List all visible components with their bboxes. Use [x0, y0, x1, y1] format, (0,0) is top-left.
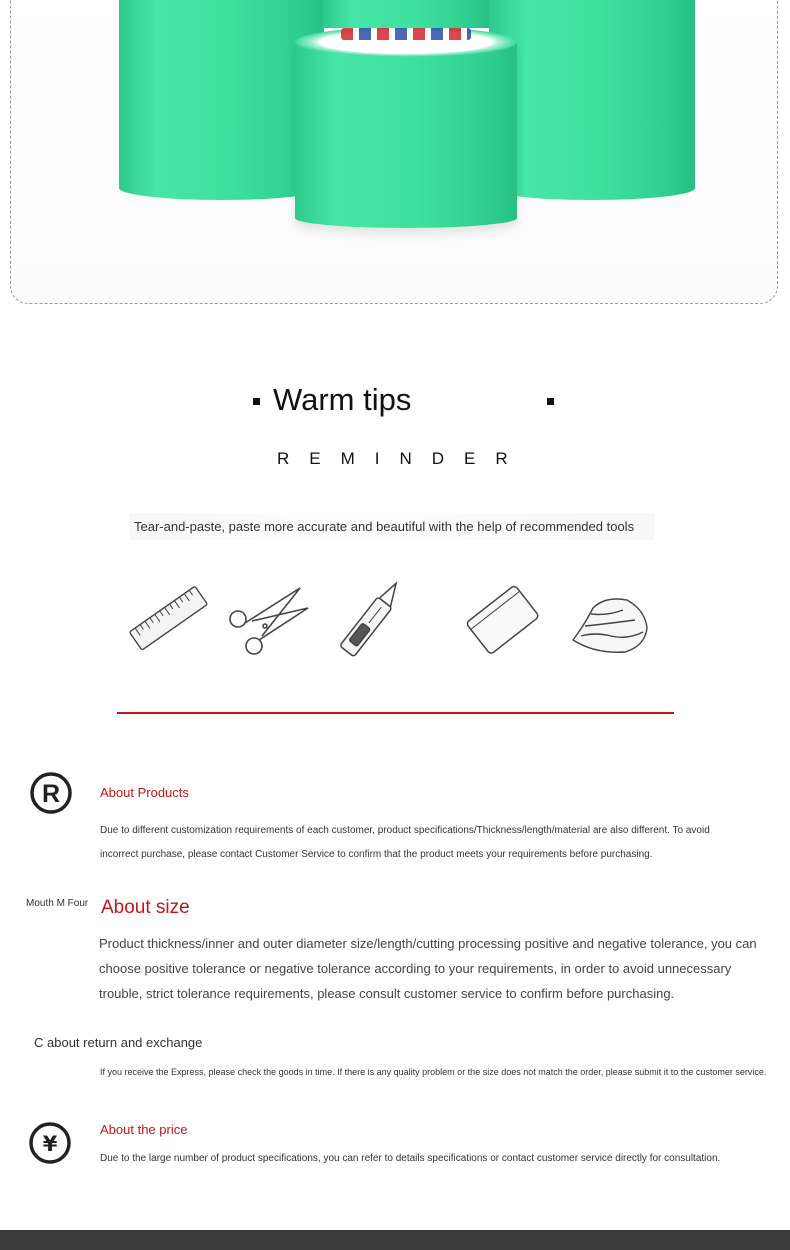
warm-tips-title: Warm tips — [273, 382, 412, 417]
tape-roll-back-right — [489, 0, 695, 200]
cloth-icon — [565, 574, 655, 664]
about-size-body: Product thickness/inner and outer diameter size/length/cutting processing positive and negative tolerance, you can choose positive tolerance or negative tolerance according to your requirements, in order to avoid unnecessary trouble, strict tolerance requirements, please consult customer service to confirm before purchasing. — [99, 936, 757, 1001]
return-exchange-label: C about return and exchange — [34, 1035, 203, 1050]
tape-roll-back-left — [119, 0, 324, 200]
svg-text:R: R — [41, 780, 61, 808]
scraper-card-icon — [457, 574, 547, 664]
about-size-title: About size — [101, 897, 190, 918]
about-products-title: About Products — [100, 785, 189, 800]
scissors-icon — [222, 574, 312, 664]
reminder-subtitle: REMINDER — [277, 449, 528, 468]
svg-text:¥: ¥ — [42, 1132, 58, 1156]
footer-bar — [0, 1230, 790, 1250]
about-size-label: Mouth M Four — [26, 898, 89, 909]
tools-caption: Tear-and-paste, paste more accurate and beautiful with the help of recommended tools — [130, 513, 654, 540]
yen-icon — [28, 1121, 72, 1165]
section-divider — [117, 712, 674, 714]
about-price-title: About the price — [100, 1122, 188, 1137]
tape-roll-back-middle — [323, 0, 491, 28]
product-photo-frame — [10, 0, 778, 304]
tape-roll-front — [295, 42, 517, 228]
about-products-body: Due to different customization requirements of each customer, product specifications/Thickness/length/material are also different. To avoid incorrect purchase, please contact Customer Service to confirm that the product meets your requirements before purchasing. — [100, 825, 710, 860]
ruler-icon — [124, 574, 214, 664]
title-bullet-left — [253, 398, 260, 405]
utility-knife-icon — [327, 574, 417, 664]
return-exchange-body: If you receive the Express, please check the goods in time. If there is any quality problem or the size does not match the order, please submit it to the customer service. — [100, 1067, 767, 1077]
tape-core-logo — [341, 28, 471, 40]
about-price-body: Due to the large number of product specifications, you can refer to details specifications or contact customer service directly for consultation. — [100, 1153, 721, 1164]
title-bullet-right — [547, 398, 554, 405]
registered-icon — [29, 771, 73, 815]
